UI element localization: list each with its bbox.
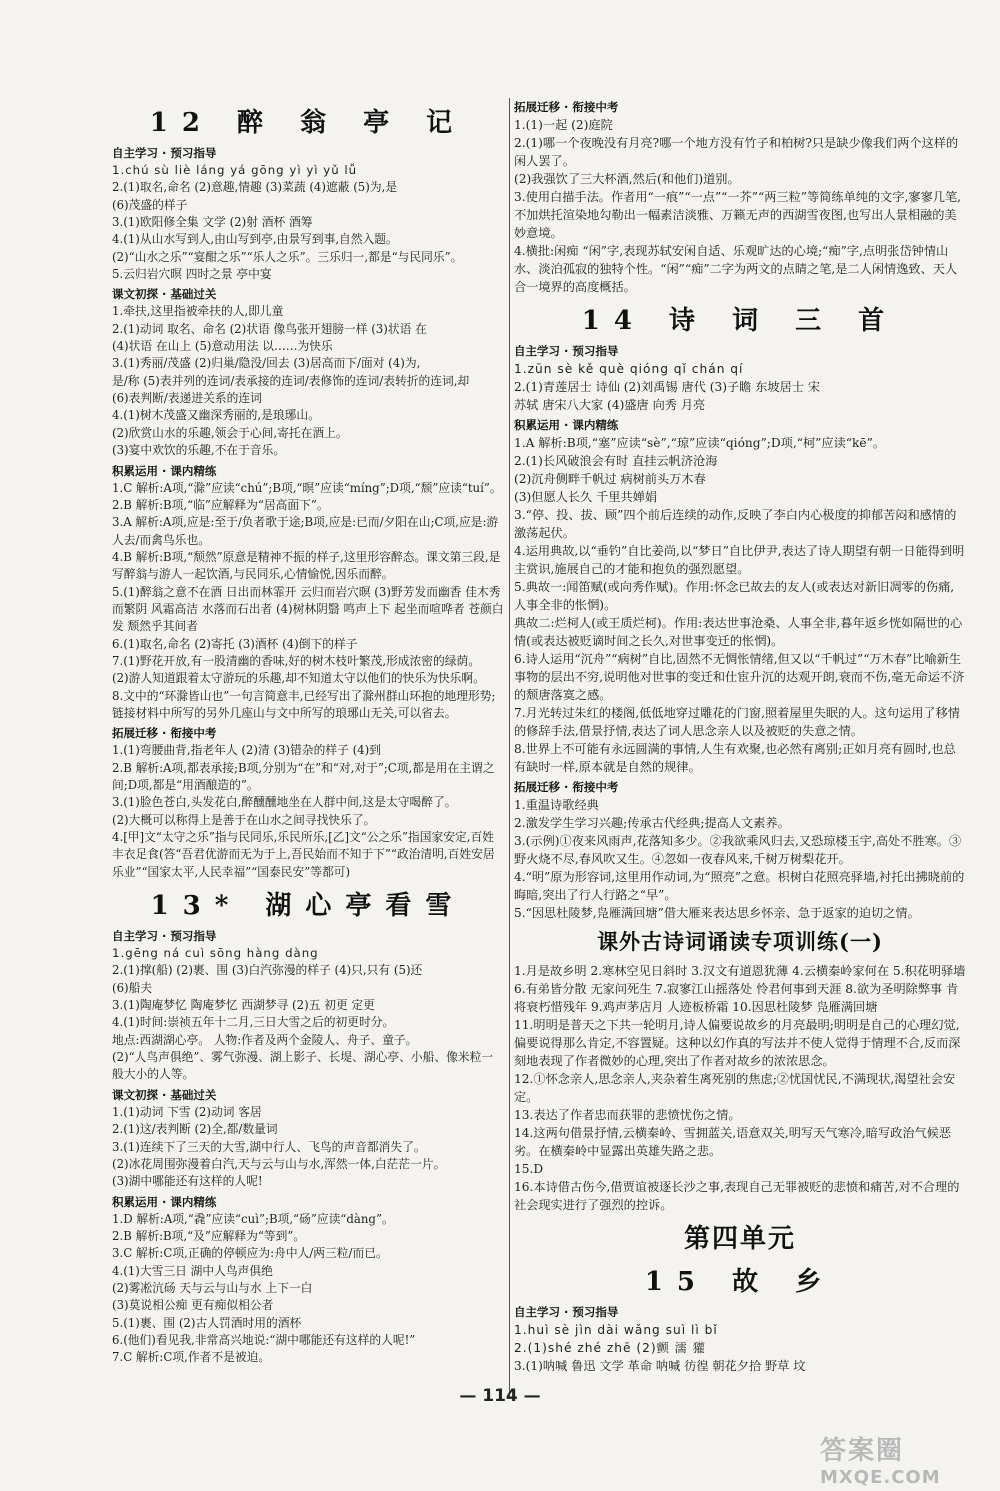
answer-line: 3.使用白描手法。作者用“一痕”“一点”“一芥”“两三粒”等简练单纯的文字,寥寥几笔,不加烘托渲染地勾勒出一幅素洁淡雅、万籁无声的西湖雪夜图,也写出人景相融的美妙意境。 <box>514 190 962 240</box>
answer-line: 1.(1)一起 (2)庭院 <box>514 118 613 132</box>
section-heading: 自主学习 · 预习指导 <box>112 146 217 160</box>
watermark <box>820 1430 990 1488</box>
answer-line: 5.云归岩穴暝 四时之景 亭中宴 <box>112 267 272 282</box>
answer-line: 4.(1)大雪三日 湖中人鸟声俱绝 <box>112 1263 273 1278</box>
answer-line: 3.(1)脸色苍白,头发花白,醉醺醺地坐在人群中间,这是太守喝醉了。 <box>112 795 457 810</box>
answer-line: (2)欣赏山水的乐趣,领会于心间,寄托在酒上。 <box>112 425 348 440</box>
pinyin-line: 1.chú sù liè láng yá gōng yì yì yǔ lǚ <box>112 163 358 177</box>
answer-line: 3.(示例)①夜来风雨声,花落知多少。②我欲乘风归去,又恐琼楼玉宇,高处不胜寒。③野火烧不尽,春风吹又生。④忽如一夜春风来,千树万树梨花开。 <box>514 834 962 866</box>
answer-line: (3)但愿人长久 千里共婵娟 <box>514 490 658 504</box>
answer-line: (6)表判断/表递进关系的连词 <box>112 391 262 406</box>
answer-line: 2.(1)哪一个夜晚没有月亮?哪一个地方没有竹子和柏树?只是缺少像我们两个这样的闲人罢了。 <box>514 136 959 168</box>
answer-line: 7.月光转过朱红的楼阁,低低地穿过雕花的门窗,照着屋里失眠的人。这句运用了移情的修辞手法,借景抒情,表达了词人思念亲人以及被贬的失意之情。 <box>514 706 960 738</box>
answer-line: (2)沉舟侧畔千帆过 病树前头万木春 <box>514 472 706 486</box>
answer-line: 3.(1)连续下了三天的大雪,湖中行人、飞鸟的声音都消失了。 <box>112 1139 426 1154</box>
left-column <box>112 98 504 1367</box>
pinyin-line: 1.huì sè jìn dài wǎng suì lì bǐ <box>514 1323 718 1337</box>
answer-line: 3.“停、投、拔、顾”四个前后连续的动作,反映了李白内心极度的抑郁苦闷和感情的激荡起伏。 <box>514 508 957 540</box>
page-number-value: 114 <box>482 1386 518 1406</box>
answer-line: 2.(1)长风破浪会有时 直挂云帆济沧海 <box>514 454 718 468</box>
answer-line: (6)船夫 <box>112 980 153 995</box>
answer-line: 7.C 解析:C项,作者不是被迫。 <box>112 1350 271 1365</box>
section-heading: 自主学习 · 预习指导 <box>514 344 619 358</box>
answer-line: 2.(1)青莲居士 诗仙 (2)刘禹锡 唐代 (3)子瞻 东坡居士 宋 <box>514 380 821 394</box>
pinyin-line: 1.gēng ná cuì sōng hàng dàng <box>112 946 319 961</box>
section-title: 14 诗 词 三 首 <box>581 306 899 336</box>
answer-line: 是/称 (5)表并列的连词/表承接的连词/表修饰的连词/表转折的连词,却 <box>112 373 470 388</box>
answer-line: 1.牵扶,这里指被牵扶的人,即儿童 <box>112 304 284 319</box>
section-heading: 课文初探 · 基础过关 <box>112 287 217 302</box>
answer-line: 1.A 解析:B项,“塞”应读“sè”,“琼”应读“qióng”;D项,“柯”应读“kē”。 <box>514 436 886 450</box>
watermark-logo: 答案圈 <box>820 1436 905 1466</box>
answer-line: 3.(1)陶庵梦忆 陶庵梦忆 西湖梦寻 (2)五 初更 定更 <box>112 998 375 1013</box>
pinyin-line: 1.zūn sè kě què qióng qǐ chán qí <box>514 362 744 376</box>
answer-line: (2)冰花周围弥漫着白汽,天与云与山与水,浑然一体,白茫茫一片。 <box>112 1156 446 1171</box>
answer-line: (2)“人鸟声俱绝”、雾气弥漫、湖上影子、长堤、湖心亭、小船、像米粒一般大小的人等。 <box>112 1050 494 1082</box>
answer-line: (4)状语 在山上 (5)意动用法 以……为快乐 <box>112 339 333 354</box>
answer-line: 16.本诗借古伤今,借贾谊被逐长沙之事,表现自己无罪被贬的悲愤和痛苦,对不合理的社会现实进行了强烈的控诉。 <box>514 1180 960 1212</box>
answer-line: (2)“山水之乐”“宴酣之乐”“乐人之乐”。三乐归一,都是“与民同乐”。 <box>112 249 463 264</box>
answer-line: (2)游人知道跟着太守游玩的乐趣,却不知道太守以他们的快乐为快乐啊。 <box>112 671 485 686</box>
answer-line: 2.B 解析:B项,“临”应解释为“居高面下”。 <box>112 497 329 512</box>
answer-line: 1.C 解析:A项,“滁”应读“chú”;B项,“暝”应读“míng”;D项,“颓”应读“tuí”。 <box>112 480 502 495</box>
answer-line: 15.D <box>514 1162 544 1176</box>
column-divider <box>509 98 510 1398</box>
answer-line: 3.A 解析:A项,应是:至于/负者歌于途;B项,应是:已而/夕阳在山;C项,应是:游人去/而禽鸟乐也。 <box>112 515 499 547</box>
answer-line: 2.B 解析:A项,都表承接;B项,分别为“在”和“对,对于”;C项,都是用在主谓之间;D项,都是“用酒酿造的”。 <box>112 760 495 792</box>
answer-line: 2.B 解析:B项,“及”应解释为“等到”。 <box>112 1228 306 1243</box>
answer-line: 地点:西湖湖心亭。 人物:作者及两个金陵人、舟子、童子。 <box>112 1032 418 1047</box>
answer-line: 5.(1)裹、围 (2)古人罚酒时用的酒杯 <box>112 1315 302 1330</box>
answer-line: 12.①怀念亲人,思念亲人,夹杂着生离死别的焦虑;②忧国忧民,不满现状,渴望社会安定。 <box>514 1072 956 1104</box>
right-column <box>514 96 966 1375</box>
answer-line: 7.(1)野花开放,有一股清幽的香味,好的树木枝叶繁茂,形成浓密的绿荫。 <box>112 653 481 668</box>
answer-line: 4.[甲]文“太守之乐”指与民同乐,乐民所乐,[乙]文“公之乐”指国家安定,百姓丰衣足食(答“吾君优游而无为于上,吾民始而不知于下”“政治清明,百姓安居乐业”“国家太平,人民幸福”“国泰民安”等都可) <box>112 830 495 879</box>
answer-line: 典故二:烂柯人(或王质烂柯)。作用:表达世事沧桑、人事全非,暮年返乡恍如隔世的心情(或表达被贬谪时间之长久,对世事变迁的怅惘)。 <box>514 616 963 648</box>
answer-line: 3.(1)欧阳修全集 文学 (2)射 酒杯 酒筹 <box>112 215 313 230</box>
pinyin-line: 2.(1)shé zhé zhē (2)颤 濡 獾 <box>514 1341 706 1355</box>
answer-line: (6)茂盛的样子 <box>112 197 188 212</box>
answer-line: 2.(1)动词 取名、命名 (2)状语 像鸟张开翅膀一样 (3)状语 在 <box>112 321 427 336</box>
answer-line: 5.(1)醉翁之意不在酒 日出而林霏开 云归而岩穴暝 (3)野芳发而幽香 佳木秀而繁阴 风霜高洁 水落而石出者 (4)树林阴翳 鸣声上下 起坐而喧哗者 苍颜白发 颓然乎其间者 <box>112 584 504 634</box>
section-heading: 自主学习 · 预习指导 <box>112 929 217 944</box>
answer-line: 4.运用典故,以“垂钓”自比姜尚,以“梦日”自比伊尹,表达了诗人期望有朝一日能得到明主赏识,施展自己的才能和抱负的强烈愿望。 <box>514 544 965 576</box>
answer-line: 3.(1)秀丽/茂盛 (2)归巢/隐没/回去 (3)居高而下/面对 (4)为, <box>112 356 421 371</box>
answer-line: (3)莫说相公痴 更有痴似相公者 <box>112 1298 274 1313</box>
training-title: 课外古诗词诵读专项训练(一) <box>597 929 883 954</box>
section-title: 15 故 乡 <box>644 1267 836 1297</box>
unit-title: 第四单元 <box>683 1224 796 1254</box>
answer-line: 2.(1)这/表判断 (2)全,都/数量词 <box>112 1122 278 1137</box>
answer-line: 14.这两句借景抒情,云横秦岭、雪拥蓝关,语意双关,明写天气寒冷,暗写政治气候恶劣。在横秦岭中显露出英雄失路之悲。 <box>514 1126 952 1158</box>
answer-line: 13.表达了作者忠而获罪的悲愤忧伤之情。 <box>514 1108 741 1122</box>
answer-line: 4.(1)时间:崇祯五年十二月,三日大雪之后的初更时分。 <box>112 1015 395 1030</box>
answer-line: 1.重温诗歌经典 <box>514 798 599 812</box>
answer-line: 3.(1)呐喊 鲁迅 文学 革命 呐喊 彷徨 朝花夕拾 野草 坟 <box>514 1359 806 1373</box>
answer-line: 4.(1)从山水写到人,由山写到亭,由景写到事,自然入题。 <box>112 232 398 247</box>
section-heading: 拓展迁移 · 衔接中考 <box>112 726 217 741</box>
watermark-url: MXQE.COM <box>820 1467 941 1488</box>
section-heading: 拓展迁移 · 衔接中考 <box>514 780 619 794</box>
section-heading: 积累运用 · 课内精练 <box>112 463 217 478</box>
answer-line: 6.(他们)看见我,非常高兴地说:“湖中哪能还有这样的人呢!” <box>112 1332 416 1347</box>
answer-line: 6.(1)取名,命名 (2)寄托 (3)酒杯 (4)倒下的样子 <box>112 636 358 651</box>
answer-line: 4.B 解析:B项,“颓然”原意是精神不振的样子,这里形容醉态。课文第三段,是写醉翁与游人一起饮酒,与民同乐,心情愉悦,因乐而醉。 <box>112 549 501 582</box>
answer-line: 1.(1)动词 下雪 (2)动词 客居 <box>112 1104 262 1119</box>
section-title: 13* 湖心亭看雪 <box>150 891 466 922</box>
answer-line: 2.(1)取名,命名 (2)意趣,情趣 (3)菜蔬 (4)遮蔽 (5)为,是 <box>112 180 398 195</box>
answer-line: 4.横批:闲痴 “闲”字,表现苏轼安闲自适、乐观旷达的心境;“痴”字,点明张岱钟情山水、淡泊孤寂的独特个性。“闲”“痴”二字为两文的点睛之笔,是二人闲情逸致、天人合一境界的高度概括。 <box>514 244 958 294</box>
section-heading: 积累运用 · 课内精练 <box>112 1194 217 1209</box>
answer-line: 2.激发学生学习兴趣;传承古代经典;提高人文素养。 <box>514 816 790 830</box>
answer-line: 1.(1)弯腰曲背,指老年人 (2)清 (3)错杂的样子 (4)到 <box>112 743 381 758</box>
section-heading: 课文初探 · 基础过关 <box>112 1087 217 1102</box>
answer-line: 8.世界上不可能有永远圆满的事情,人生有欢聚,也必然有离别;正如月亮有圆时,也总有缺时一样,原本就是自然的规律。 <box>514 742 956 774</box>
section-heading: 拓展迁移 · 衔接中考 <box>514 100 619 114</box>
answer-line: (2)雾凇沆砀 天与云与山与水 上下一白 <box>112 1280 313 1295</box>
section-title: 12 醉 翁 亭 记 <box>149 108 467 138</box>
answer-line: (3)宴中欢饮的乐趣,不在于音乐。 <box>112 443 286 458</box>
answer-line: (2)我强饮了三大杯酒,然后(和他们)道别。 <box>514 172 740 186</box>
answer-line: 1.月是故乡明 2.寒林空见日斜时 3.汉文有道恩犹薄 4.云横秦岭家何在 5.积花明驿墙 6.有弟皆分散 无家问死生 7.寂寥江山摇落处 怜君何事到天涯 8.欲为圣明除弊事 肯将衰朽惜残年 9.鸡声茅店月 人迹板桥霜 10.因思杜陵梦 凫雁满回塘 <box>514 964 966 1014</box>
answer-line: 1.D 解析:A项,“毳”应读“cuì”;B项,“砀”应读“dàng”。 <box>112 1211 394 1226</box>
answer-line: (2)大概可以称得上是善于在山水之间寻找快乐了。 <box>112 812 376 827</box>
answer-line: 2.(1)撑(船) (2)裹、围 (3)白汽弥漫的样子 (4)只,只有 (5)还 <box>112 963 423 978</box>
answer-line: 苏轼 唐宋八大家 (4)盛唐 向秀 月亮 <box>514 398 706 412</box>
section-heading: 自主学习 · 预习指导 <box>514 1305 619 1319</box>
answer-line: (3)湖中哪能还有这样的人呢! <box>112 1174 263 1189</box>
answer-line: 3.C 解析:C项,正确的停顿应为:舟中人/两三粒/而已。 <box>112 1246 388 1261</box>
answer-line: 4.“明”原为形容词,这里用作动词,为“照亮”之意。枳树白花照亮驿墙,衬托出拂晓前的晦暗,突出了行人行路之“早”。 <box>514 870 965 902</box>
answer-line: 11.明明是普天之下共一轮明月,诗人偏要说故乡的月亮最明;明明是自己的心理幻觉,偏要说得那么肯定,不容置疑。这种以幻作真的写法并不使人觉得于情理不合,反而深刻地表现了作者微妙的心理,突出了作者对故乡的浓浓思念。 <box>514 1018 961 1068</box>
answer-line: 8.文中的“环滁皆山也”一句言简意丰,已经写出了滁州群山环抱的地理形势;链接材料中所写的另外几座山与文中所写的琅琊山无关,可以省去。 <box>112 688 496 720</box>
answer-line: 5.“因思杜陵梦,凫雁满回塘”借大雁来表达思乡怀亲、急于返家的迫切之情。 <box>514 906 920 920</box>
section-heading: 积累运用 · 课内精练 <box>514 418 619 432</box>
answer-line: 4.(1)树木茂盛又幽深秀丽的,是琅琊山。 <box>112 408 320 423</box>
answer-line: 6.诗人运用“沉舟”“病树”自比,固然不无惆怅情绪,但又以“千帆过”“万木春”比喻新生事物的层出不穷,说明他对世事的变迁和仕宦升沉的达观开朗,衰而不伤,毫无命运不济的颓唐落寞之感。 <box>514 652 965 702</box>
page-number: — 114 — <box>459 1386 541 1406</box>
answer-line: 5.典故一:闻笛赋(或向秀作赋)。作用:怀念已故去的友人(或表达对新旧凋零的伤痛,人事全非的怅惘)。 <box>514 580 955 612</box>
